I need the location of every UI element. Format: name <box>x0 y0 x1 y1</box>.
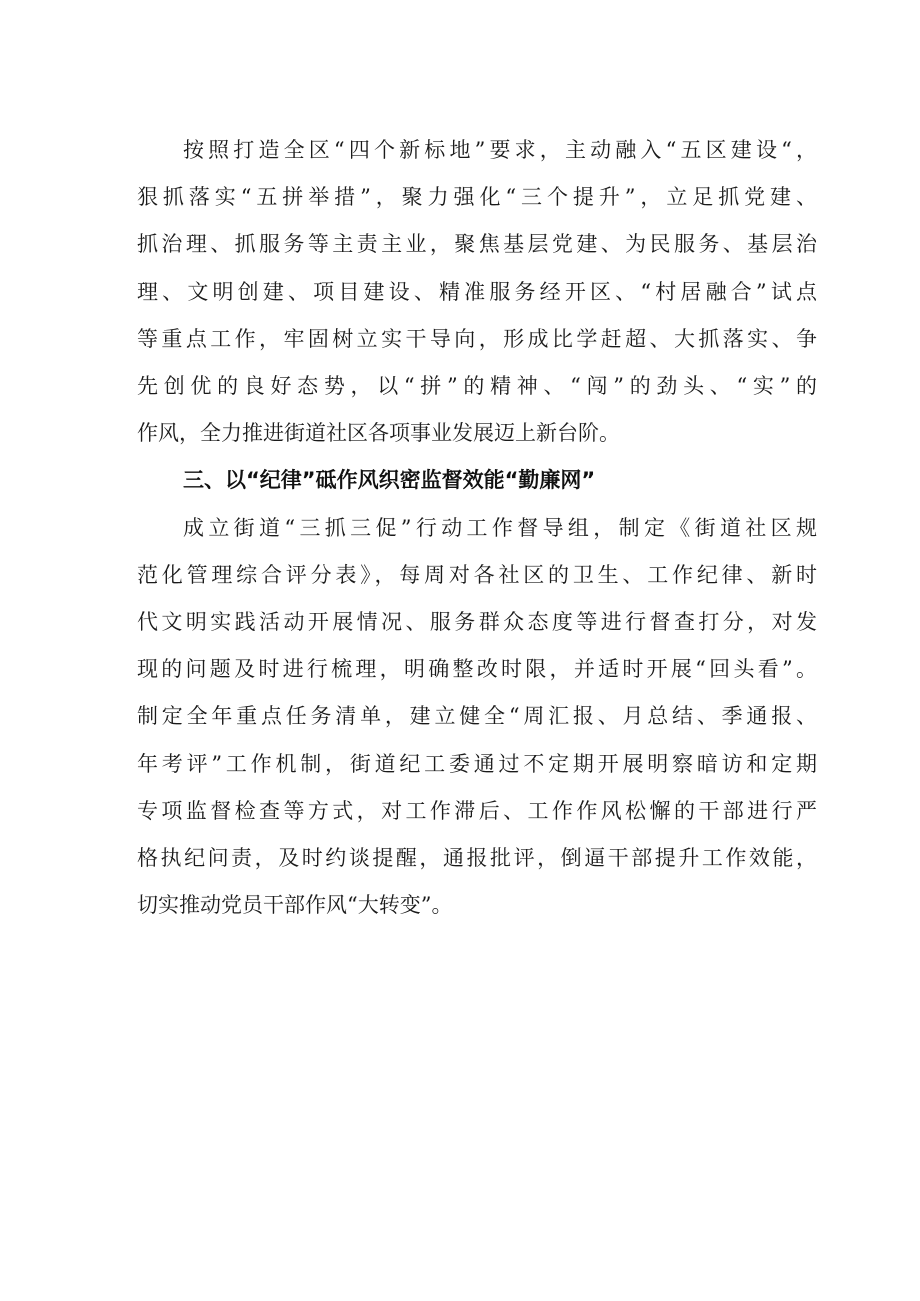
paragraph-line: 抓治理、抓服务等主责主业，聚焦基层党建、为民服务、基层治 <box>137 232 817 257</box>
paragraph-line: 理、文明创建、项目建设、精准服务经开区、“村居融合”试点 <box>137 279 817 304</box>
paragraph-line: 先创优的良好态势，以“拼”的精神、“闯”的劲头、“实”的 <box>137 373 817 398</box>
section-heading-discipline <box>137 457 817 504</box>
paragraph-line: 代文明实践活动开展情况、服务群众态度等进行督查打分，对发 <box>137 609 817 634</box>
paragraph-line: 格执纪问责，及时约谈提醒，通报批评，倒逼干部提升工作效能， <box>137 845 817 870</box>
section-heading-text: 三、以“纪律”砥作风织密监督效能“勤廉网” <box>183 468 596 493</box>
paragraph-line: 年考评”工作机制，街道纪工委通过不定期开展明察暗访和定期 <box>137 751 817 776</box>
paragraph-supervision-group <box>137 505 817 930</box>
paragraph-line: 按照打造全区“四个新标地”要求，主动融入“五区建设“， <box>183 138 817 162</box>
paragraph-line: 狠抓落实“五拼举措”，聚力强化“三个提升”，立足抓党建、 <box>137 185 817 210</box>
paragraph-line: 成立街道“三抓三促”行动工作督导组，制定《街道社区规 <box>183 515 817 540</box>
paragraph-line: 范化管理综合评分表》，每周对各社区的卫生、工作纪律、新时 <box>137 562 817 587</box>
paragraph-line: 等重点工作，牢固树立实干导向，形成比学赶超、大抓落实、争 <box>137 326 817 351</box>
paragraph-five-pin-measures <box>137 127 817 457</box>
paragraph-line: 制定全年重点任务清单，建立健全“周汇报、月总结、季通报、 <box>137 704 817 729</box>
paragraph-line: 专项监督检查等方式，对工作滞后、工作作风松懈的干部进行严 <box>137 798 817 823</box>
paragraph-line: 切实推动党员干部作风“大转变”。 <box>137 893 453 918</box>
paragraph-line: 现的问题及时进行梳理，明确整改时限，并适时开展“回头看”。 <box>137 657 817 682</box>
paragraph-line: 作风，全力推进街道社区各项事业发展迈上新台阶。 <box>137 421 620 446</box>
